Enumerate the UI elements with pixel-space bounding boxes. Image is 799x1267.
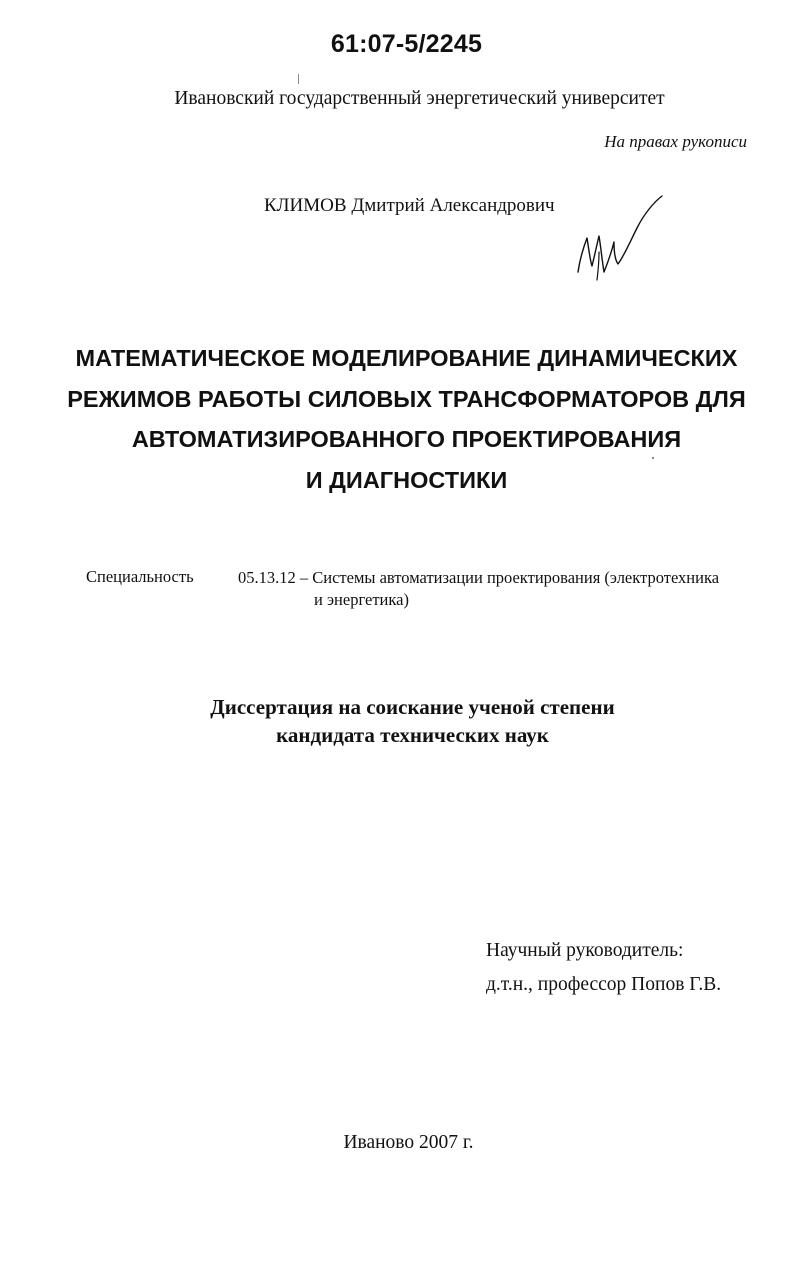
signature-image: [570, 192, 670, 282]
city-year: Иваново 2007 г.: [343, 1132, 474, 1153]
title-line: АВТОМАТИЗИРОВАННОГО ПРОЕКТИРОВАНИЯ: [131, 426, 682, 452]
manuscript-note: На правах рукописи: [604, 132, 747, 151]
degree-statement: [0, 693, 799, 749]
catalog-number: 61:07-5/2245: [330, 30, 483, 58]
title-line: МАТЕМАТИЧЕСКОЕ МОДЕЛИРОВАНИЕ ДИНАМИЧЕСКИХ: [75, 345, 738, 371]
specialty-line: 05.13.12 – Системы автоматизации проектирования (электротехника: [238, 568, 720, 587]
title-line: РЕЖИМОВ РАБОТЫ СИЛОВЫХ ТРАНСФОРМАТОРОВ ДЛЯ: [67, 385, 746, 412]
specialty-line: и энергетика): [314, 590, 409, 609]
author-name: КЛИМОВ Дмитрий Александрович: [264, 195, 555, 216]
dissertation-title: [0, 338, 799, 500]
title-line: И ДИАГНОСТИКИ: [305, 466, 508, 493]
specialty-value: [238, 567, 719, 611]
scan-mark: [298, 74, 299, 84]
specialty-label: Специальность: [86, 567, 194, 586]
university-name: Ивановский государственный энергетический университет: [174, 88, 665, 109]
degree-line: кандидата технических наук: [276, 723, 549, 747]
scan-speck: [652, 457, 654, 459]
supervisor-name: д.т.н., профессор Попов Г.В.: [486, 974, 722, 995]
supervisor-label: Научный руководитель:: [486, 940, 684, 961]
supervisor-block: [486, 934, 721, 1002]
degree-line: Диссертация на соискание ученой степени: [210, 695, 615, 719]
